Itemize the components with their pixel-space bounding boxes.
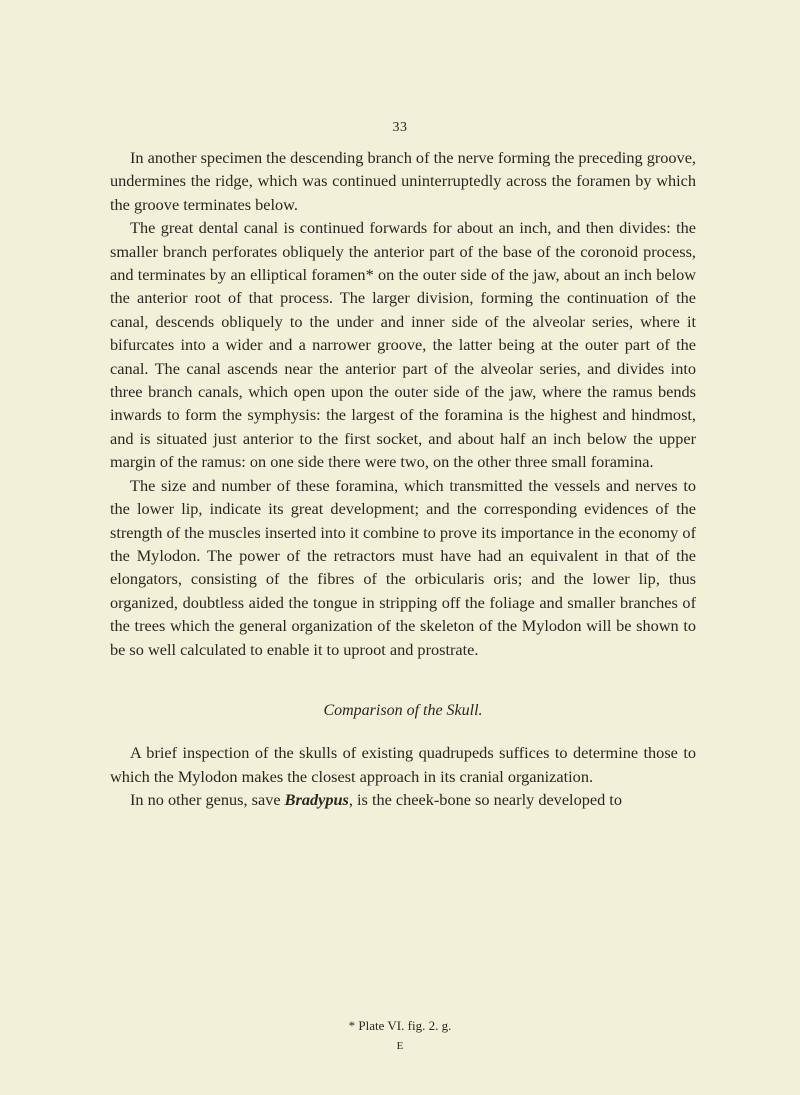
body-text: [110, 146, 696, 812]
page-number: 33: [392, 120, 408, 135]
signature-mark: E: [396, 1040, 404, 1052]
section-heading: Comparison of the Skull.: [323, 701, 483, 719]
paragraph-text: In no other genus, save: [130, 790, 285, 810]
paragraph: In another specimen the descending branch of the nerve forming the preceding groove, undermines the ridge, which was continued uninterruptedly across the foramen by which the groove terminates below.: [110, 148, 696, 214]
paragraph: The size and number of these foramina, which transmitted the vessels and nerves to the lower lip, indicate its great development; and the corresponding evidences of the strength of the muscles inserted into it combine to prove its importance in the economy of the Mylodon. The power of the retractors must have had an equivalent in that of the elongators, consisting of the fibres of the orbicularis oris; and the lower lip, thus organized, doubtless aided the tongue in stripping off the foliage and smaller branches of the trees which the general organization of the skeleton of the Mylodon will be shown to be so well calculated to enable it to uproot and prostrate.: [110, 475, 696, 659]
genus-name: Bradypus: [284, 790, 349, 810]
paragraph-text: , is the cheek-bone so nearly developed to: [348, 790, 622, 810]
paragraph: The great dental canal is continued forwards for about an inch, and then divides: the smaller branch perforates obliquely the anterior part of the base of the coronoid process, and terminates by an elliptical foramen* on the outer side of the jaw, about an inch below the anterior root of that process. The larger division, forming the continuation of the canal, descends obliquely to the under and inner side of the alveolar series, where it bifurcates into a wider and a narrower groove, the latter being at the outer part of the canal. The canal ascends near the anterior part of the alveolar series, and divides into three branch canals, which open upon the outer side of the jaw, where the ramus bends inwards to form the symphysis: the largest of the foramina is the highest and hindmost, and is situated just anterior to the first socket, and about half an inch below the upper margin of the ramus: on one side there were two, on the other three small foramina.: [110, 218, 696, 472]
footnote: * Plate VI. fig. 2. g.: [348, 1018, 452, 1033]
paragraph: A brief inspection of the skulls of existing quadrupeds suffices to determine those to which the Mylodon makes the closest approach in its cranial organization.: [110, 743, 696, 786]
paragraph-last: [110, 788, 696, 811]
